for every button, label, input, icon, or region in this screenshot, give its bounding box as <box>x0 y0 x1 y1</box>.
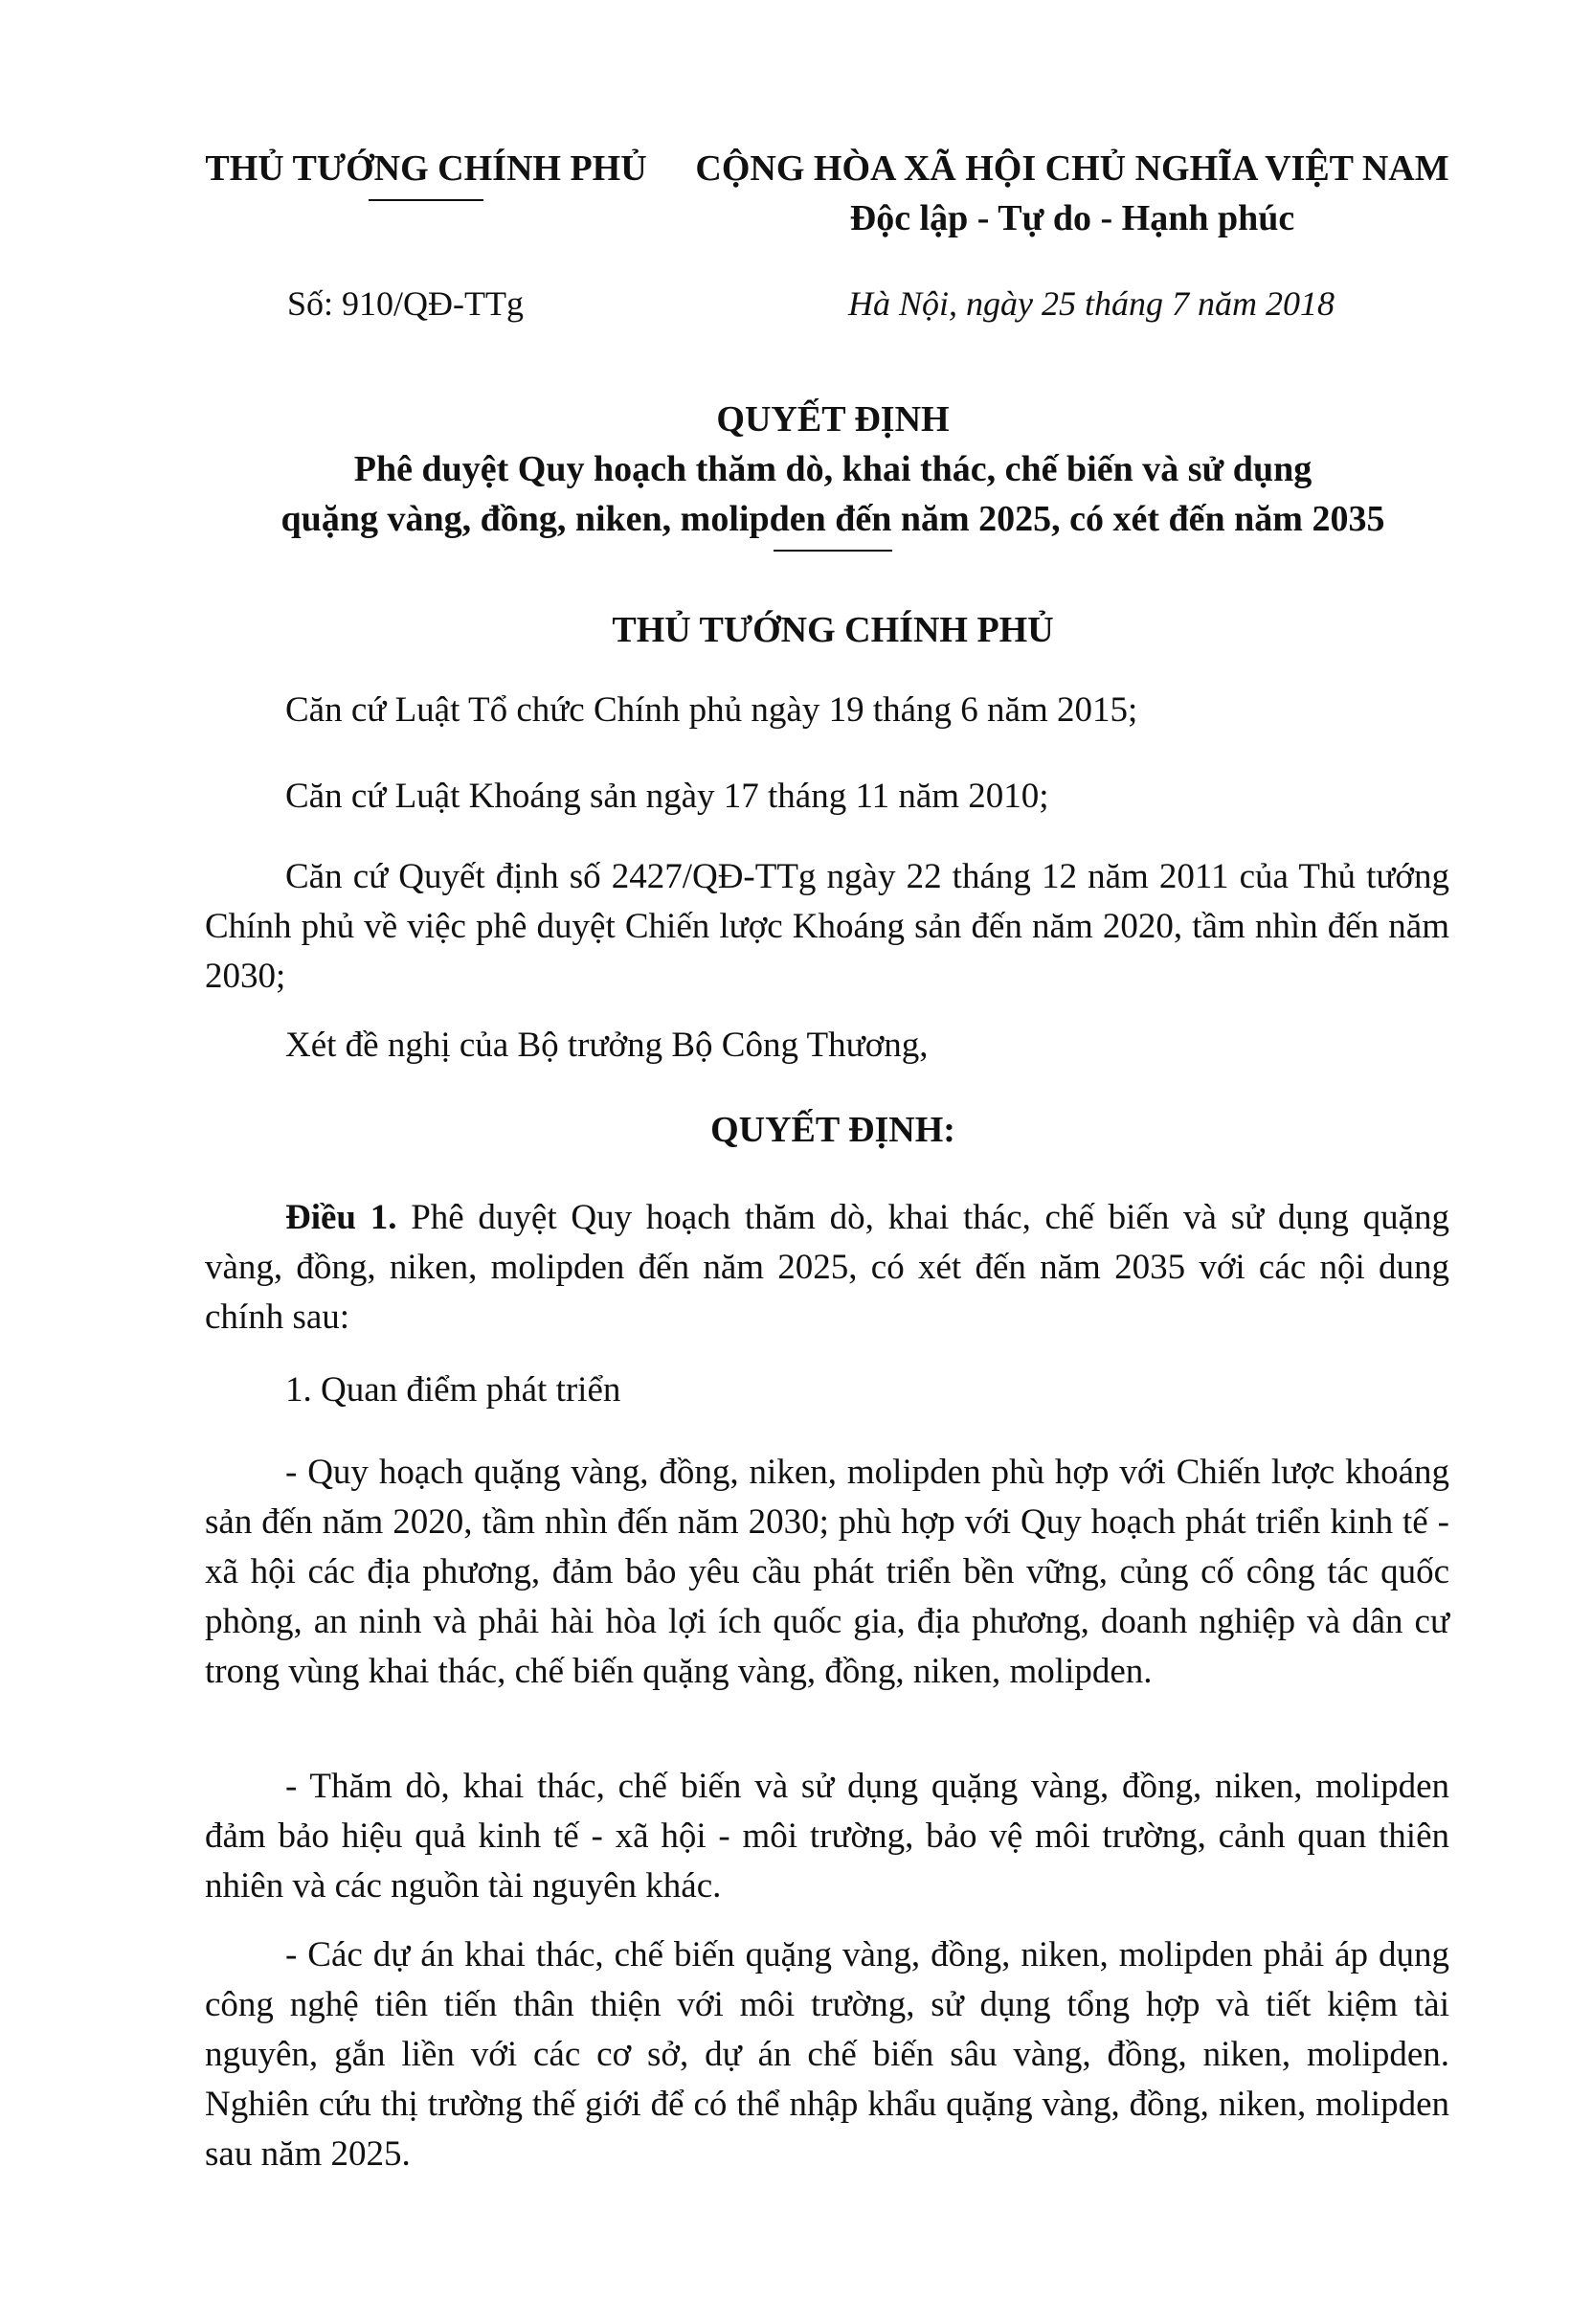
preamble-proposal: Xét đề nghị của Bộ trưởng Bộ Công Thương, <box>285 1026 929 1065</box>
preamble-law-government: Căn cứ Luật Tổ chức Chính phủ ngày 19 tháng 6 năm 2015; <box>285 690 1138 730</box>
place-date: Hà Nội, ngày 25 tháng 7 năm 2018 <box>848 284 1335 323</box>
document-number: Số: 910/QĐ-TTg <box>287 284 524 323</box>
article-1-label: Điều 1. <box>285 1198 397 1237</box>
national-header <box>670 144 1474 243</box>
agency-header <box>191 144 661 201</box>
preamble-law-minerals: Căn cứ Luật Khoáng sản ngày 17 tháng 11 năm 2010; <box>285 777 1049 816</box>
section-1-point-2: - Thăm dò, khai thác, chế biến và sử dụng quặng vàng, đồng, niken, molipden đảm bảo hiệu quả kinh tế - xã hội - môi trường, bảo vệ môi trường, cảnh quan thiên nhiên và các nguồn tài nguyên khác. <box>205 1767 1449 1906</box>
agency-name: THỦ TƯỚNG CHÍNH PHỦ <box>205 148 647 189</box>
document-title <box>220 395 1446 552</box>
preamble-decision-2427: Căn cứ Quyết định số 2427/QĐ-TTg ngày 22 tháng 12 năm 2011 của Thủ tướng Chính phủ về việc phê duyệt Chiến lược Khoáng sản đến năm 2020, tầm nhìn đến năm 2030; <box>205 857 1449 996</box>
subject-line-1: Phê duyệt Quy hoạch thăm dò, khai thác, chế biến và sử dụng <box>353 449 1313 489</box>
article-1 <box>205 1193 1449 1343</box>
title-rule <box>774 550 892 552</box>
issuer-heading: THỦ TƯỚNG CHÍNH PHỦ <box>612 610 1054 650</box>
section-1-point-3: - Các dự án khai thác, chế biến quặng vàng, đồng, niken, molipden phải áp dụng công nghệ tiên tiến thân thiện với môi trường, sử dụng tổng hợp và tiết kiệm tài nguyên, gắn liền với các cơ sở, dự án chế biến sâu vàng, đồng, niken, molipden. Nghiên cứu thị trường thế giới để có thể nhập khẩu quặng vàng, đồng, niken, molipden sau năm 2025. <box>205 1935 1449 2174</box>
section-1-point-1: - Quy hoạch quặng vàng, đồng, niken, molipden phù hợp với Chiến lược khoáng sản đến năm 2020, tầm nhìn đến năm 2030; phù hợp với Quy hoạch phát triển kinh tế - xã hội các địa phương, đảm bảo yêu cầu phát triển bền vững, củng cố công tác quốc phòng, an ninh và phải hài hòa lợi ích quốc gia, địa phương, doanh nghiệp và dân cư trong vùng khai thác, chế biến quặng vàng, đồng, niken, molipden. <box>205 1453 1449 1691</box>
agency-rule <box>369 199 483 201</box>
article-1-text: Phê duyệt Quy hoạch thăm dò, khai thác, chế biến và sử dụng quặng vàng, đồng, niken, molipden đến năm 2025, có xét đến năm 2035 với các nội dung chính sau: <box>205 1198 1450 1337</box>
section-1-title: 1. Quan điểm phát triển <box>285 1370 621 1410</box>
decision-heading: QUYẾT ĐỊNH: <box>710 1110 955 1150</box>
subject-line-2: quặng vàng, đồng, niken, molipden đến năm 2025, có xét đến năm 2035 <box>280 499 1385 539</box>
document-type: QUYẾT ĐỊNH <box>716 399 950 440</box>
country-name: CỘNG HÒA XÃ HỘI CHỦ NGHĨA VIỆT NAM <box>695 148 1449 189</box>
national-motto: Độc lập - Tự do - Hạnh phúc <box>849 198 1295 238</box>
